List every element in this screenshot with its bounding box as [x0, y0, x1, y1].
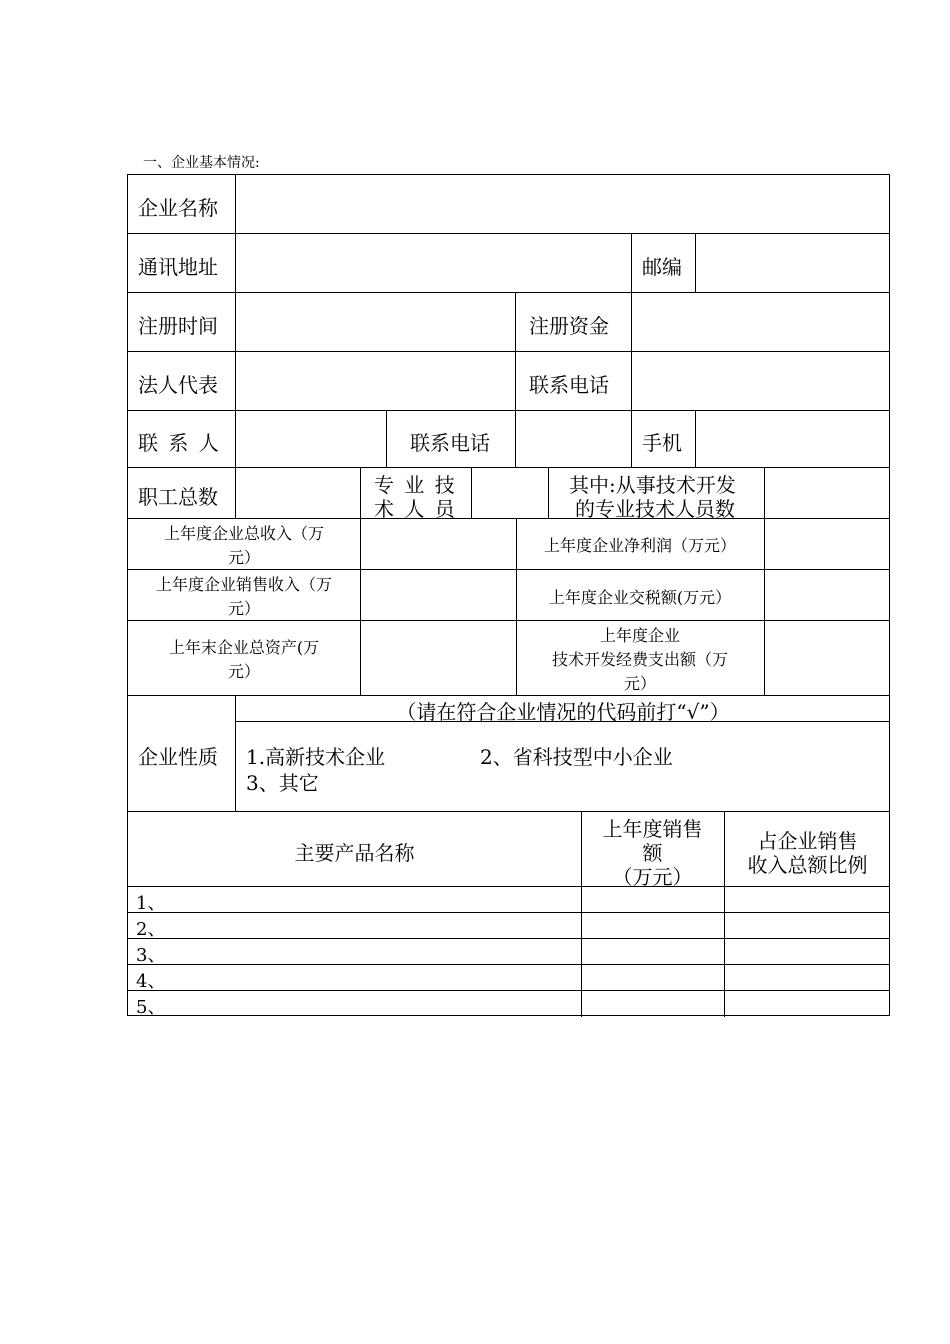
input-contact-phone[interactable]: [632, 352, 890, 410]
table-row[interactable]: 1、: [136, 893, 166, 914]
label-rd-staff-line1: 其中:从事技术开发: [569, 473, 736, 497]
input-sales[interactable]: [361, 570, 516, 620]
nature-option-3[interactable]: 3、其它: [246, 771, 319, 795]
label-address: 通讯地址: [138, 255, 218, 279]
col-header-sales-line1: 上年度销售: [602, 817, 703, 841]
input-net-profit[interactable]: [765, 519, 890, 569]
input-postcode[interactable]: [696, 234, 890, 292]
nature-option-2[interactable]: 2、省科技型中小企业: [480, 745, 673, 769]
basic-info-table: [127, 174, 890, 1016]
label-company-name: 企业名称: [138, 196, 218, 220]
label-contact-phone: 联系电话: [529, 373, 609, 397]
label-sales-line2: 元）: [227, 599, 260, 618]
input-address[interactable]: [236, 234, 631, 292]
label-rd-staff-line2: 的专业技术人员数: [575, 497, 735, 521]
input-revenue[interactable]: [361, 519, 516, 569]
label-contact-person: 联 系 人: [138, 431, 221, 455]
nature-option-1[interactable]: 1.高新技术企业: [246, 745, 386, 769]
table-row[interactable]: 2、: [136, 919, 166, 940]
label-postcode: 邮编: [642, 255, 682, 279]
section-heading: 一、企业基本情况:: [143, 155, 260, 171]
input-tax[interactable]: [765, 570, 890, 620]
col-header-sales-line2: 额: [642, 841, 663, 865]
label-rd-exp-line1: 上年度企业: [599, 626, 680, 645]
input-mobile[interactable]: [696, 411, 890, 467]
input-rd-staff[interactable]: [765, 468, 890, 518]
input-rd-exp[interactable]: [765, 621, 890, 695]
table-row[interactable]: 3、: [136, 945, 166, 966]
nature-instruction: （请在符合企业情况的代码前打“√”）: [396, 700, 730, 724]
label-sales-line1: 上年度企业销售收入（万: [155, 575, 332, 594]
input-contact-phone-2[interactable]: [516, 411, 631, 467]
input-reg-capital[interactable]: [632, 293, 890, 351]
input-company-name[interactable]: [236, 175, 890, 233]
label-assets-line1: 上年末企业总资产(万: [168, 638, 320, 657]
table-row[interactable]: 4、: [136, 971, 166, 992]
col-header-sales-line3: （万元）: [612, 865, 693, 889]
label-reg-time: 注册时间: [138, 314, 218, 338]
table-row[interactable]: 5、: [136, 997, 166, 1018]
label-net-profit: 上年度企业净利润（万元）: [543, 536, 736, 555]
label-nature: 企业性质: [138, 745, 218, 769]
input-staff-total[interactable]: [236, 468, 360, 518]
col-header-ratio-line2: 收入总额比例: [747, 853, 868, 877]
label-revenue-line2: 元）: [227, 548, 260, 567]
label-rd-exp-line3: 元）: [623, 674, 656, 693]
label-assets-line2: 元）: [227, 662, 260, 681]
label-reg-capital: 注册资金: [529, 314, 609, 338]
label-tech-staff-line2: 术 人 员: [374, 497, 457, 521]
label-rd-exp-line2: 技术开发经费支出额（万: [551, 650, 728, 669]
col-header-product-name: 主要产品名称: [294, 841, 415, 865]
input-assets[interactable]: [361, 621, 516, 695]
input-reg-time[interactable]: [236, 293, 515, 351]
label-revenue-line1: 上年度企业总收入（万: [163, 524, 324, 543]
input-contact-person[interactable]: [236, 411, 386, 467]
label-tax: 上年度企业交税额(万元）: [548, 588, 732, 607]
label-staff-total: 职工总数: [138, 485, 218, 509]
label-legal-rep: 法人代表: [138, 373, 218, 397]
label-contact-phone-2: 联系电话: [410, 431, 490, 455]
label-mobile: 手机: [642, 431, 682, 455]
label-tech-staff-line1: 专 业 技: [374, 473, 457, 497]
input-legal-rep[interactable]: [236, 352, 515, 410]
input-tech-staff[interactable]: [472, 468, 548, 518]
col-header-ratio-line1: 占企业销售: [757, 829, 858, 853]
